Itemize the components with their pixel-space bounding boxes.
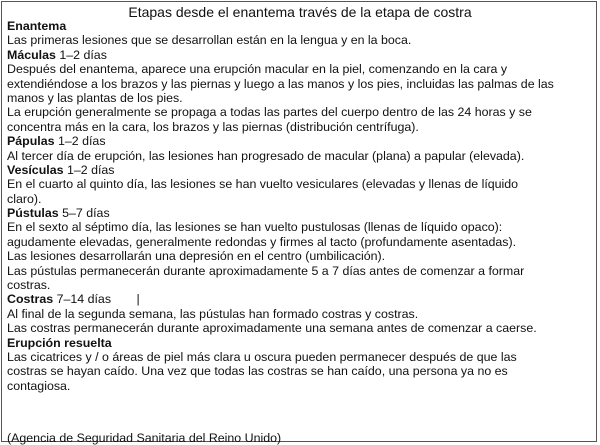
section-title: Pústulas xyxy=(7,206,59,221)
section-heading-maculas xyxy=(7,48,592,62)
section-duration: 1–2 días xyxy=(59,47,107,62)
section-title: Erupción resuelta xyxy=(7,335,112,350)
body-line: Después del enantema, aparece una erupción macular en la piel, comenzando en la cara y xyxy=(7,62,508,77)
document-body xyxy=(7,19,592,393)
body-line: Las pústulas permanecerán durante aproximadamente 5 a 7 días antes de comenzar a formar xyxy=(7,263,525,278)
section-duration: 5–7 días xyxy=(62,206,110,221)
section-heading-papulas xyxy=(7,134,592,148)
section-heading-vesiculas xyxy=(7,163,592,177)
section-title: Enantema xyxy=(7,19,67,33)
section-title: Costras xyxy=(7,292,54,307)
section-heading-costras xyxy=(7,292,592,306)
body-line: extendiéndose a los brazos y las piernas y luego a las manos y los pies, incluidas las palmas de las xyxy=(7,76,554,91)
body-line: manos y las plantas de los pies. xyxy=(7,90,183,105)
document-title: Etapas desde el enantema través de la etapa de costra xyxy=(128,4,472,20)
body-line: contagiosa. xyxy=(7,378,71,393)
section-heading-pustulas xyxy=(7,206,592,220)
section-duration: 7–14 días xyxy=(56,292,112,307)
section-title: Pápulas xyxy=(7,134,55,149)
body-line: La erupción generalmente se propaga a todas las partes del cuerpo dentro de las 24 horas y se xyxy=(7,105,532,120)
body-line: Las lesiones desarrollarán una depresión en el centro (umbilicación). xyxy=(7,249,386,264)
content-box xyxy=(1,1,597,445)
body-line: Al tercer día de erupción, las lesiones han progresado de macular (plana) a papular (elevada). xyxy=(7,148,525,163)
body-line: Las primeras lesiones que se desarrollan están en la lengua y en la boca. xyxy=(7,33,412,48)
body-line: agudamente elevadas, generalmente redondas y firmes al tacto (profundamente asentadas). xyxy=(7,234,517,249)
body-line: Las costras permanecerán durante aproximadamente una semana antes de comenzar a caerse. xyxy=(7,321,537,336)
body-line: En el sexto al séptimo día, las lesiones se han vuelto pustulosas (llenas de líquido opaco): xyxy=(7,220,503,235)
body-line: costras se hayan caído. Una vez que todas las costras se han caído, una persona ya no es xyxy=(7,364,508,379)
body-line: Las cicatrices y / o áreas de piel más clara u oscura pueden permanecer después de que las xyxy=(7,349,517,364)
text-cursor: | xyxy=(136,292,140,307)
section-title: Máculas xyxy=(7,47,56,62)
source-citation: (Agencia de Seguridad Sanitaria del Reino Unido) xyxy=(7,431,282,445)
section-heading-erupcion-resuelta xyxy=(7,336,592,350)
body-line: costras. xyxy=(7,278,51,293)
body-line: Al final de la segunda semana, las pústulas han formado costras y costras. xyxy=(7,306,419,321)
section-title: Vesículas xyxy=(7,162,64,177)
body-line: En el cuarto al quinto día, las lesiones se han vuelto vesiculares (elevadas y llenas de líquido xyxy=(7,177,519,192)
section-duration: 1–2 días xyxy=(57,134,106,149)
body-line: claro). xyxy=(7,191,42,206)
body-line: concentra más en la cara, los brazos y las piernas (distribución centrífuga). xyxy=(7,119,419,134)
section-duration: 1–2 días xyxy=(66,162,115,177)
section-heading-enantema xyxy=(7,19,592,33)
